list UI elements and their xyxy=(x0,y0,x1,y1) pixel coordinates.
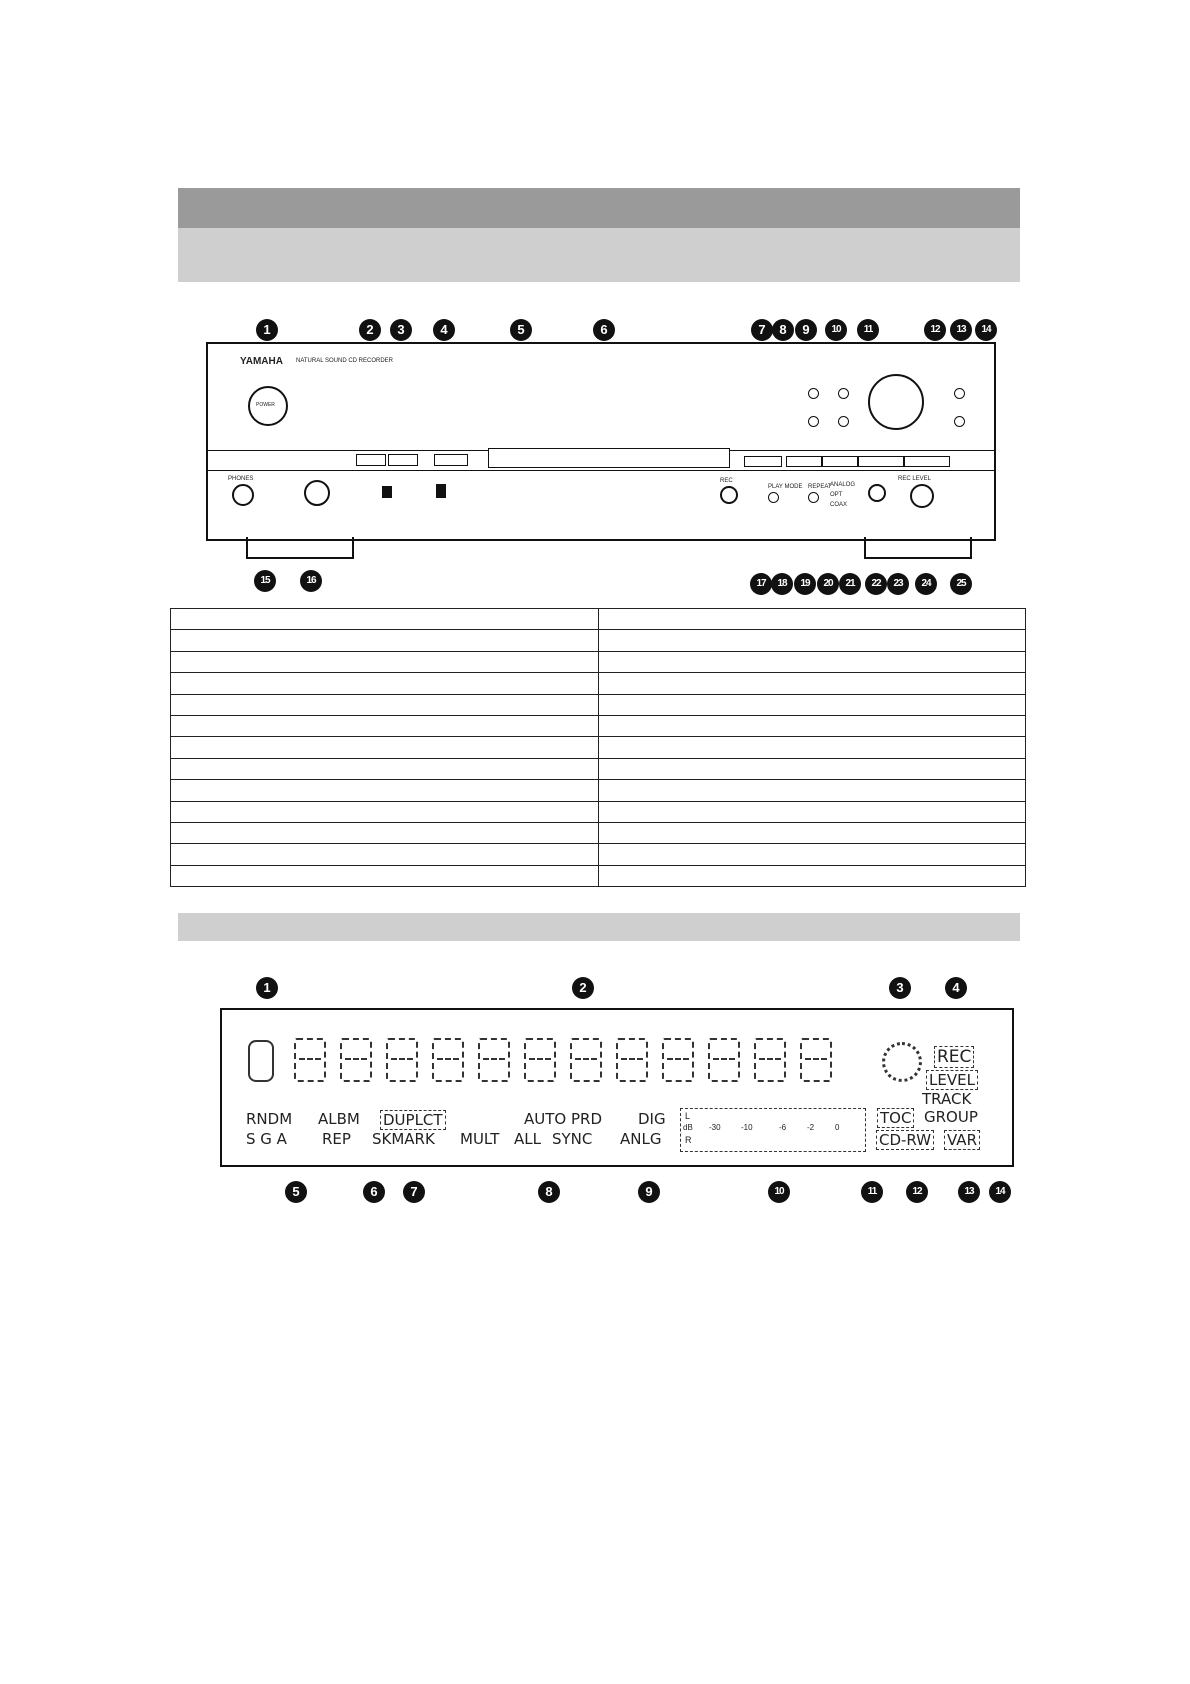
callout-20: 20 xyxy=(817,573,839,595)
display-callout-1: 1 xyxy=(256,977,278,999)
display-callout-6: 6 xyxy=(363,1181,385,1203)
table-row xyxy=(171,822,1026,843)
model-line: NATURAL SOUND CD RECORDER xyxy=(296,358,394,364)
input-option-coax: COAX xyxy=(830,502,848,508)
indicator-level: LEVEL xyxy=(926,1070,978,1090)
input-option-opt: OPT xyxy=(830,492,843,498)
right-foot xyxy=(864,537,972,559)
indicator-rec: REC xyxy=(934,1046,974,1068)
rec-level-knob[interactable] xyxy=(910,484,934,508)
indicator-mult: MULT xyxy=(460,1130,500,1148)
display-callout-8: 8 xyxy=(538,1181,560,1203)
button-8[interactable] xyxy=(808,388,819,399)
table-row xyxy=(171,844,1026,865)
segment-digit xyxy=(616,1038,648,1082)
power-button[interactable]: POWER xyxy=(248,386,288,426)
segment-digit xyxy=(800,1038,832,1082)
segment-digit xyxy=(754,1038,786,1082)
segment-digit xyxy=(478,1038,510,1082)
display-callout-10: 10 xyxy=(768,1181,790,1203)
callout-13: 13 xyxy=(950,319,972,341)
callout-25: 25 xyxy=(950,573,972,595)
indicator-sga: S G A xyxy=(246,1130,287,1148)
indicator-track: TRACK xyxy=(922,1090,972,1108)
indicator-auto-prd: AUTO PRD xyxy=(524,1110,602,1128)
callout-18: 18 xyxy=(771,573,793,595)
front-panel-illustration xyxy=(206,342,996,541)
callout-10: 10 xyxy=(825,319,847,341)
repeat-button[interactable] xyxy=(808,492,819,503)
callout-16: 16 xyxy=(300,570,322,592)
segment-digit xyxy=(570,1038,602,1082)
parts-table xyxy=(170,608,1026,887)
indicator-dig: DIG xyxy=(638,1110,666,1128)
callout-12: 12 xyxy=(924,319,946,341)
segment-digit xyxy=(432,1038,464,1082)
callout-7: 7 xyxy=(751,319,773,341)
indicator-group: GROUP xyxy=(924,1108,978,1126)
indicator-cdrw: CD-RW xyxy=(876,1130,934,1150)
front-display-illustration xyxy=(220,1008,1014,1167)
indicator-all: ALL xyxy=(514,1130,541,1148)
phones-jack[interactable] xyxy=(232,484,254,506)
callout-15: 15 xyxy=(254,570,276,592)
callout-11: 11 xyxy=(857,319,879,341)
display-callout-4: 4 xyxy=(945,977,967,999)
left-foot xyxy=(246,537,354,559)
segment-digit xyxy=(662,1038,694,1082)
table-row xyxy=(171,673,1026,694)
table-row xyxy=(171,715,1026,736)
display-callout-2: 2 xyxy=(572,977,594,999)
segment-digit xyxy=(294,1038,326,1082)
table-row xyxy=(171,651,1026,672)
callout-5: 5 xyxy=(510,319,532,341)
table-row xyxy=(171,609,1026,630)
rec-level-label: REC LEVEL xyxy=(898,476,932,482)
display-callout-9: 9 xyxy=(638,1181,660,1203)
callout-2: 2 xyxy=(359,319,381,341)
cd-rw-logo xyxy=(436,484,446,498)
table-row xyxy=(171,737,1026,758)
callout-9: 9 xyxy=(795,319,817,341)
open-close-button[interactable] xyxy=(744,456,782,467)
button-18[interactable] xyxy=(786,456,822,467)
button-21[interactable] xyxy=(822,456,858,467)
indicator-sync: SYNC xyxy=(552,1130,593,1148)
cd-logo xyxy=(382,486,392,498)
phones-level-knob[interactable] xyxy=(304,480,330,506)
button-9[interactable] xyxy=(838,388,849,399)
indicator-skmark: SKMARK xyxy=(372,1130,435,1148)
callout-8: 8 xyxy=(772,319,794,341)
callout-4: 4 xyxy=(433,319,455,341)
rec-button[interactable] xyxy=(720,486,738,504)
display-callout-5: 5 xyxy=(285,1181,307,1203)
callout-14: 14 xyxy=(975,319,997,341)
repeat-label: REPEAT xyxy=(808,484,832,490)
table-row xyxy=(171,780,1026,801)
display-callout-7: 7 xyxy=(403,1181,425,1203)
display-callout-3: 3 xyxy=(889,977,911,999)
button-3[interactable] xyxy=(388,454,418,466)
table-row xyxy=(171,630,1026,651)
indicator-albm: ALBM xyxy=(318,1110,360,1128)
multi-jog-dial[interactable] xyxy=(868,374,924,430)
display-callout-11: 11 xyxy=(861,1181,883,1203)
table-row xyxy=(171,801,1026,822)
display-callout-12: 12 xyxy=(906,1181,928,1203)
segment-digit xyxy=(386,1038,418,1082)
panel-divider-lower xyxy=(208,470,994,471)
display-callout-13: 13 xyxy=(958,1181,980,1203)
button-23[interactable] xyxy=(858,456,904,467)
rec-label: REC xyxy=(720,478,733,484)
phones-label: PHONES xyxy=(228,476,254,482)
indicator-rndm: RNDM xyxy=(246,1110,293,1128)
callout-21: 21 xyxy=(839,573,861,595)
level-meter: L dB R -30 -10 -6 -2 0 xyxy=(680,1108,866,1152)
spinner-icon xyxy=(882,1042,922,1082)
table-row xyxy=(171,758,1026,779)
callout-24: 24 xyxy=(915,573,937,595)
table-row xyxy=(171,694,1026,715)
callout-1: 1 xyxy=(256,319,278,341)
play-mode-label: PLAY MODE xyxy=(768,484,803,490)
section-bar xyxy=(178,913,1020,941)
table-row xyxy=(171,865,1026,886)
clear-button[interactable] xyxy=(954,416,965,427)
header-subbar xyxy=(178,228,1020,282)
segment-digit xyxy=(524,1038,556,1082)
callout-17: 17 xyxy=(750,573,772,595)
display-callout-14: 14 xyxy=(989,1181,1011,1203)
button-25[interactable] xyxy=(904,456,950,467)
button-11[interactable] xyxy=(838,416,849,427)
input-selector[interactable] xyxy=(868,484,886,502)
button-2[interactable] xyxy=(356,454,386,466)
disc-icon xyxy=(248,1040,274,1082)
play-mode-button[interactable] xyxy=(768,492,779,503)
segment-digit xyxy=(340,1038,372,1082)
brand-logo: YAMAHA xyxy=(240,356,283,367)
indicator-toc: TOC xyxy=(877,1108,914,1128)
callout-22: 22 xyxy=(865,573,887,595)
segment-digit xyxy=(708,1038,740,1082)
indicator-var: VAR xyxy=(944,1130,980,1150)
header-bar xyxy=(178,188,1020,228)
callout-23: 23 xyxy=(887,573,909,595)
callout-19: 19 xyxy=(794,573,816,595)
callout-3: 3 xyxy=(390,319,412,341)
button-10[interactable] xyxy=(808,416,819,427)
display-button[interactable] xyxy=(954,388,965,399)
indicator-anlg: ANLG xyxy=(620,1130,662,1148)
indicator-rep: REP xyxy=(322,1130,351,1148)
button-4[interactable] xyxy=(434,454,468,466)
input-option-analog: ANALOG xyxy=(830,482,856,488)
disc-tray[interactable] xyxy=(488,448,730,468)
callout-6: 6 xyxy=(593,319,615,341)
indicator-duplct: DUPLCT xyxy=(380,1110,446,1130)
